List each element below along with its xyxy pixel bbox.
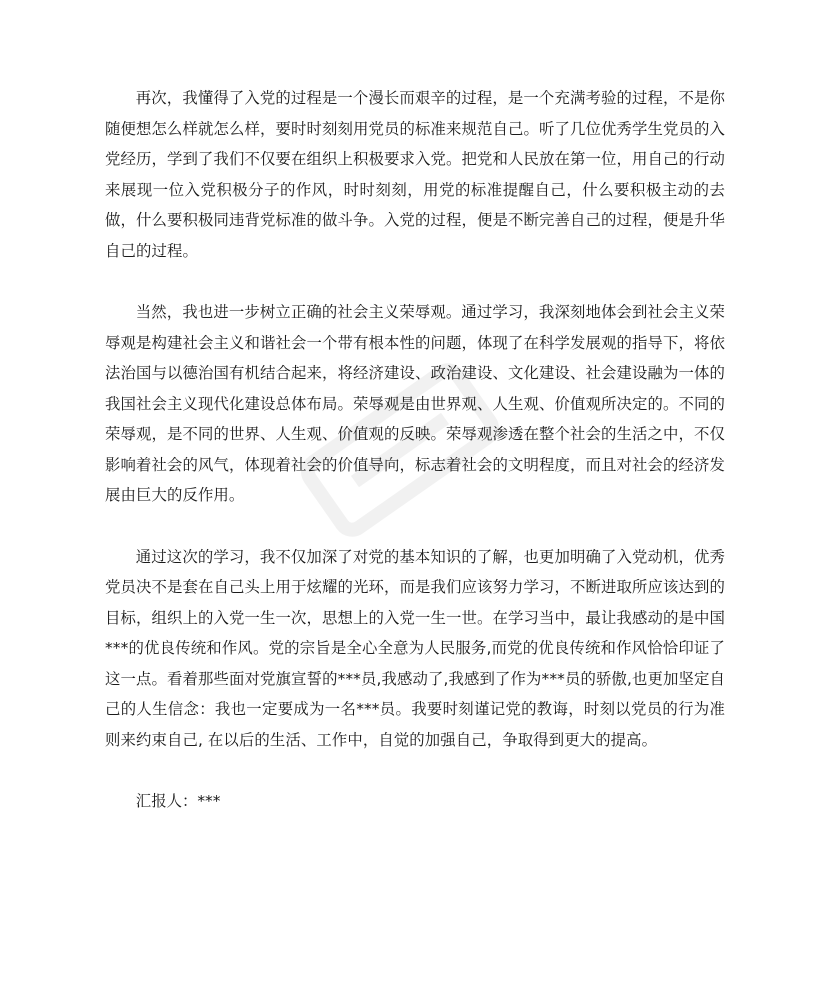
document-body <box>105 83 725 817</box>
paragraph-3: 通过这次的学习，我不仅加深了对党的基本知识的了解，也更加明确了入党动机，优秀党员决不是套在自己头上用于炫耀的光环，而是我们应该努力学习，不断进取所应该达到的目标，组织上的入党一生一次，思想上的入党一生一世。在学习当中，最让我感动的是中国***的优良传统和作风。党的宗旨是全心全意为人民服务,而党的优良传统和作风恰恰印证了这一点。看着那些面对党旗宣誓的***员,我感动了,我感到了作为***员的骄傲,也更加坚定自己的人生信念：我也一定要成为一名***员。我要时刻谨记党的教诲，时刻以党员的行为准则来约束自己, 在以后的生活、工作中，自觉的加强自己，争取得到更大的提高。 <box>105 547 725 749</box>
paragraph-2: 当然，我也进一步树立正确的社会主义荣辱观。通过学习，我深刻地体会到社会主义荣辱观是构建社会主义和谐社会一个带有根本性的问题，体现了在科学发展观的指导下，将依法治国与以德治国有机结合起来，将经济建设、政治建设、文化建设、社会建设融为一体的我国社会主义现代化建设总体布局。荣辱观是由世界观、人生观、价值观所决定的。不同的荣辱观，是不同的世界、人生观、价值观的反映。荣辱观渗透在整个社会的生活之中，不仅影响着社会的风气，体现着社会的价值导向，标志着社会的文明程度，而且对社会的经济发展由巨大的反作用。 <box>105 303 725 504</box>
signature: 汇报人：*** <box>135 792 221 810</box>
paragraph-1: 再次，我懂得了入党的过程是一个漫长而艰辛的过程，是一个充满考验的过程，不是你随便想怎么样就怎么样，要时时刻刻用党员的标准来规范自己。听了几位优秀学生党员的入党经历，学到了我们不仅要在组织上积极要求入党。把党和人民放在第一位，用自己的行动来展现一位入党积极分子的作风，时时刻刻，用党的标准提醒自己，什么要积极主动的去做，什么要积极同违背党标准的做斗争。入党的过程，便是不断完善自己的过程，便是升华自己的过程。 <box>105 89 725 260</box>
